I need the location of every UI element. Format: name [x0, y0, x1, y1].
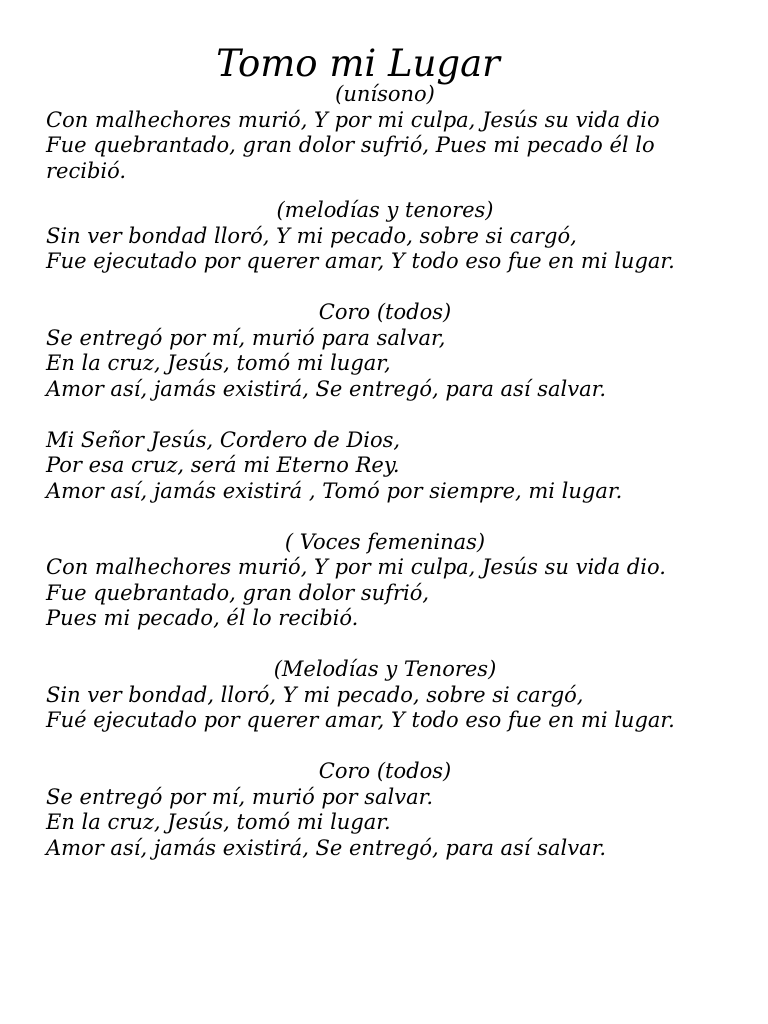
lyric-line: Mi Señor Jesús, Cordero de Dios,: [46, 427, 401, 452]
stanza-melodies-tenors-2: [46, 657, 706, 734]
lyric-line: Se entregó por mí, murió para salvar,: [46, 325, 446, 350]
stanza-heading: ( Voces femeninas): [284, 529, 486, 554]
stanza-heading: (melodías y tenores): [276, 198, 494, 222]
lyric-line: En la cruz, Jesús, tomó mi lugar,: [46, 351, 391, 375]
song-title: Tomo mi Lugar: [216, 42, 500, 85]
lyric-line: Fue quebrantado, gran dolor sufrió,: [46, 580, 430, 605]
lyric-line: Fué ejecutado por querer amar, Y todo eso fue en mi lugar.: [46, 708, 675, 732]
lyric-line: Amor así, jamás existirá, Se entregó, para así salvar.: [46, 376, 607, 401]
lyric-line: Sin ver bondad lloró, Y mi pecado, sobre si cargó,: [46, 223, 577, 248]
stanza-heading: (Melodías y Tenores): [273, 657, 497, 681]
lyric-line: Se entregó por mí, murió por salvar.: [46, 784, 434, 809]
lyric-line: Sin ver bondad, lloró, Y mi pecado, sobre si cargó,: [46, 682, 584, 707]
lyric-line: Pues mi pecado, él lo recibió.: [46, 606, 359, 630]
stanza-heading: (unísono): [335, 82, 435, 106]
stanza-chorus: [46, 300, 706, 402]
lyric-line: En la cruz, Jesús, tomó mi lugar.: [46, 810, 391, 834]
stanza-female-voices: [46, 530, 706, 632]
lyric-line: Amor así, jamás existirá , Tomó por siempre, mi lugar.: [46, 478, 623, 503]
lyric-line: Por esa cruz, será mi Eterno Rey.: [46, 453, 400, 477]
stanza-bridge: [46, 428, 706, 505]
lyric-line: Fue ejecutado por querer amar, Y todo eso fue en mi lugar.: [46, 249, 675, 273]
stanza-unison: [46, 82, 706, 184]
stanza-chorus-2: [46, 759, 706, 861]
stanza-melodies-tenors: [46, 198, 706, 275]
lyric-line: Amor así, jamás existirá, Se entregó, para así salvar.: [46, 835, 607, 860]
stanza-heading: Coro (todos): [318, 300, 452, 324]
stanza-heading: Coro (todos): [318, 759, 452, 783]
lyric-line: Fue quebrantado, gran dolor sufrió, Pues mi pecado él lo recibió.: [46, 133, 655, 183]
lyrics-body: [46, 82, 706, 861]
lyric-line: Con malhechores murió, Y por mi culpa, Jesús su vida dio.: [46, 555, 666, 579]
lyric-line: Con malhechores murió, Y por mi culpa, Jesús su vida dio: [46, 107, 660, 132]
